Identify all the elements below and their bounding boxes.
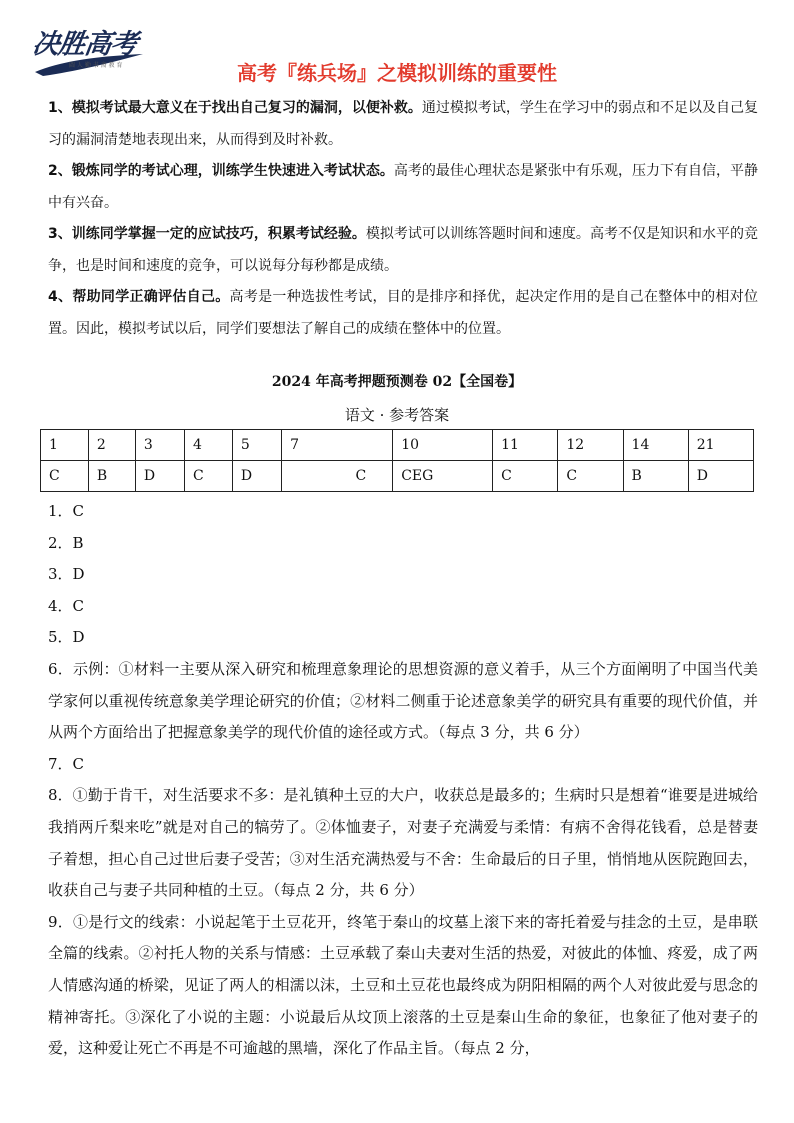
answer-cell: D	[688, 461, 753, 492]
answer-item: 6．示例：①材料一主要从深入研究和梳理意象理论的思想资源的意义着手，从三个方面阐明了中国当代美学家何以重视传统意象美学理论研究的价值；②材料二侧重于论述意象美学的研究具有重要的现代价值，并从两个方面给出了把握意象美学的现代价值的途径或方式。（每点 3 分，共 6 分）	[48, 659, 758, 742]
question-number-cell: 5	[232, 430, 281, 461]
intro-body: 高考是一种选拔性考试，目的是排序和择优，起决定作用的是自己在整体中的相对位置。因此，模拟考试以后，同学们要想法了解自己的成绩在整体中的位置。	[48, 289, 758, 337]
answer-cell: C	[41, 461, 89, 492]
answer-cell: B	[623, 461, 688, 492]
answer-item: 8．①勤于肯干，对生活要求不多：是礼镇种土豆的大户，收获总是最多的；生病时只是想着“谁要是进城给我捎两斤梨来吃”就是对自己的犒劳了。②体恤妻子，对妻子充满爱与柔情：有病不舍得花钱看，总是替妻子着想，担心自己过世后妻子受苦；③对生活充满热爱与不舍：生命最后的日子里，悄悄地从医院跑回去，收获自己与妻子共同种植的土豆。（每点 2 分，共 6 分）	[48, 786, 758, 900]
answer-cell: C	[282, 461, 393, 492]
intro-lead: 4、帮助同学正确评估自己。	[48, 289, 230, 305]
page-title: 高考『练兵场』之模拟训练的重要性	[237, 61, 557, 85]
question-number-cell: 2	[88, 430, 135, 461]
answer-item: 9．①是行文的线索：小说起笔于土豆花开，终笔于秦山的坟墓上滚下来的寄托着爱与挂念的土豆，是串联全篇的线索。②衬托人物的关系与情感：土豆承载了秦山夫妻对生活的热爱，对彼此的体恤、疼爱，成了两人情感沟通的桥梁，见证了两人的相濡以沫，土豆和土豆花也最终成为阴阳相隔的两个人对彼此爱与思念的精神寄托。③深化了小说的主题：小说最后从坟顶上滚落的土豆是秦山生命的象征，也象征了他对妻子的爱，这种爱让死亡不再是不可逾越的黑墙，深化了作品主旨。（每点 2 分，	[48, 912, 758, 1058]
intro-body: 通过模拟考试，学生在学习中的弱点和不足以及自己复习的漏洞清楚地表现出来，从而得到及时补救。	[48, 100, 758, 148]
answer-item: 1．C	[48, 502, 85, 520]
answer-cell: CEG	[393, 461, 493, 492]
answer-table	[40, 429, 754, 492]
question-number-cell: 21	[688, 430, 753, 461]
intro-section	[48, 93, 758, 345]
answer-cell: D	[232, 461, 281, 492]
intro-body: 模拟考试可以训练答题时间和速度。高考不仅是知识和水平的竞争，也是时间和速度的竞争，可以说每分每秒都是成绩。	[48, 226, 758, 274]
question-number-cell: 10	[393, 430, 493, 461]
answer-item: 2．B	[48, 533, 84, 552]
question-number-cell: 3	[135, 430, 184, 461]
question-number-cell: 1	[41, 430, 89, 461]
answer-cell: B	[88, 461, 135, 492]
question-number-cell: 7	[282, 430, 393, 461]
question-number-cell: 11	[493, 430, 558, 461]
logo-subtitle: 圆 人 勤 书 斋 教 育	[69, 62, 123, 69]
answer-item: 5．D	[48, 628, 85, 647]
intro-paragraph	[48, 93, 758, 156]
question-number-row	[41, 430, 754, 461]
answer-cell: C	[558, 461, 623, 492]
question-number-cell: 12	[558, 430, 623, 461]
intro-lead: 1、模拟考试最大意义在于找出自己复习的漏洞，以便补救。	[48, 100, 422, 116]
answer-cell: C	[493, 461, 558, 492]
exam-subtitle: 语文 · 参考答案	[344, 406, 450, 424]
answer-cell: C	[184, 461, 232, 492]
intro-paragraph	[48, 219, 758, 282]
question-number-cell: 14	[623, 430, 688, 461]
logo-text: 决胜高考	[30, 29, 139, 60]
intro-lead: 2、锻炼同学的考试心理，训练学生快速进入考试状态。	[48, 163, 394, 179]
answer-item: 3．D	[48, 565, 85, 584]
intro-body: 高考的最佳心理状态是紧张中有乐观，压力下有自信，平静中有兴奋。	[48, 163, 758, 211]
answer-item: 4．C	[48, 596, 85, 615]
answer-cell: D	[135, 461, 184, 492]
intro-paragraph	[48, 282, 758, 345]
answer-list	[48, 496, 758, 1065]
question-number-cell: 4	[184, 430, 232, 461]
exam-title: 2024 年高考押题预测卷 02【全国卷】	[271, 374, 523, 390]
answer-row	[41, 461, 754, 492]
intro-paragraph	[48, 156, 758, 219]
answer-item: 7．C	[48, 754, 85, 773]
intro-lead: 3、训练同学掌握一定的应试技巧，积累考试经验。	[48, 226, 366, 242]
